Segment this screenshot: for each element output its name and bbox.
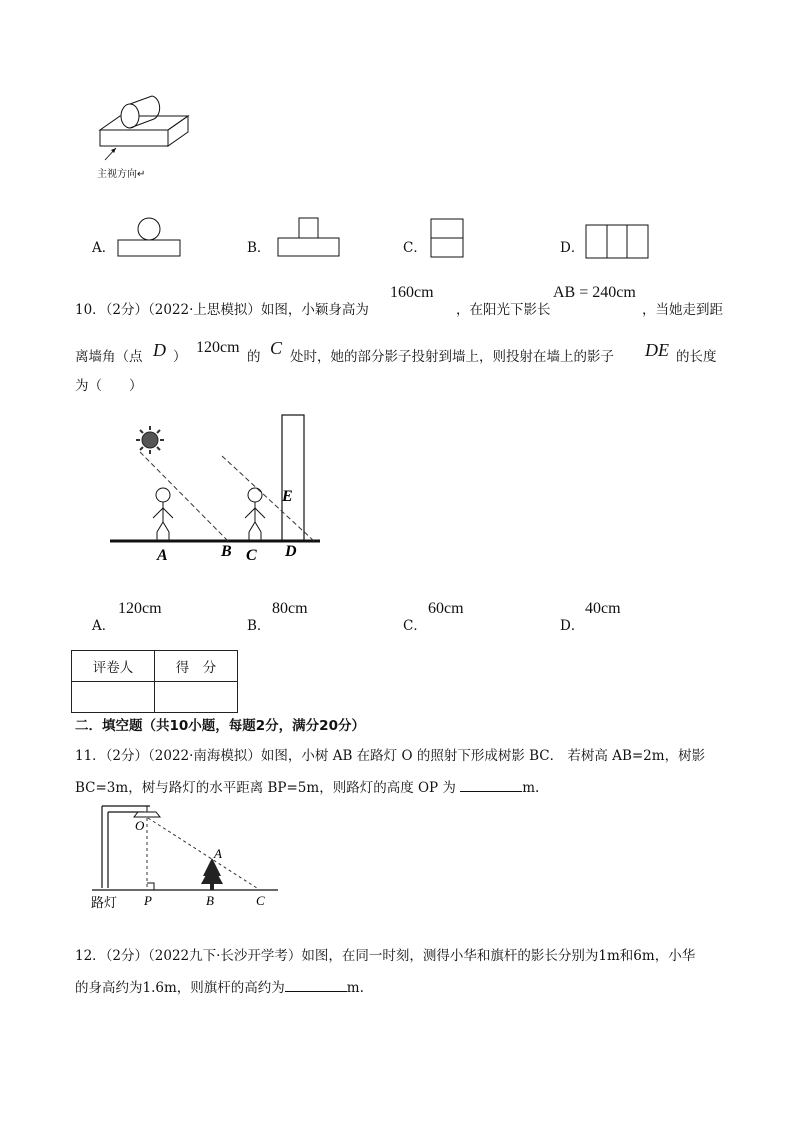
fig10-label-a: A <box>157 547 168 564</box>
q10-distance: 120cm <box>196 339 240 356</box>
score-table-score-header: 得 分 <box>155 651 238 682</box>
fig11-label-o: O <box>135 818 145 833</box>
section-2-title: 二．填空题（共10小题，每题2分，满分20分） <box>75 718 365 734</box>
q11-line2-pre: BC=3m，树与路灯的水平距离 BP=5m，则路灯的高度 OP 为 <box>75 780 461 796</box>
score-table-grader-header: 评卷人 <box>72 651 155 682</box>
q10-option-d-letter: D． <box>560 618 585 634</box>
fig10-label-d: D <box>285 543 297 560</box>
fig10-label-b: B <box>221 543 232 560</box>
q12-answer-blank[interactable] <box>285 979 347 992</box>
lamp-icon <box>134 812 160 817</box>
q11-streetlight-figure <box>88 798 288 910</box>
fig11-label-c: C <box>256 893 265 908</box>
sun-icon <box>136 426 164 454</box>
score-table-score-cell <box>155 682 238 713</box>
q12-line2 <box>75 976 364 996</box>
fig10-label-c: C <box>246 547 257 564</box>
q10-prefix: 10．（2分）（2022·上思模拟）如图，小颖身高为 <box>75 302 369 318</box>
q10-mid2: ，当她走到距 <box>642 302 723 318</box>
q11-line2-post: m. <box>522 780 540 796</box>
fig11-label-p: P <box>144 893 152 908</box>
q11-answer-blank[interactable] <box>460 779 522 792</box>
q9-option-d-label: D． <box>560 240 585 256</box>
q10-shadow-eq: AB = 240cm <box>553 284 636 301</box>
q10-option-d-value: 40cm <box>585 600 621 617</box>
q10-line2-a: 离墙角（点 <box>75 349 143 365</box>
q10-point-d: D <box>153 340 166 360</box>
q10-line2-c: 的 <box>247 349 261 365</box>
q9-option-d-figure <box>585 224 650 260</box>
score-table <box>71 650 238 713</box>
q10-line2-e: 的长度 <box>676 349 717 365</box>
fig11-label-a: A <box>214 846 222 861</box>
q10-shadow-figure <box>105 410 330 565</box>
q10-option-a-letter: A． <box>92 618 116 634</box>
q10-point-c: C <box>270 338 283 358</box>
q10-option-c-letter: C． <box>403 618 427 634</box>
q12-line1: 12．（2分）（2022九下·长沙开学考）如图，在同一时刻，测得小华和旗杆的影长分别为1m和6m，小华 <box>75 948 696 964</box>
q10-line3: 为（ ） <box>75 378 143 394</box>
q10-line2-b: ） <box>173 349 187 365</box>
q10-option-c-value: 60cm <box>428 600 464 617</box>
tree-icon <box>201 858 223 890</box>
q9-option-a-figure <box>117 216 182 258</box>
q10-line2-d: 处时，她的部分影子投射到墙上，则投射在墙上的影子 <box>290 349 614 365</box>
q12-line2-post: m. <box>346 980 364 996</box>
q10-option-a-value: 120cm <box>118 600 162 617</box>
q9-option-c-label: C． <box>403 240 427 256</box>
q11-line1: 11．（2分）（2022·南海模拟）如图，小树 AB 在路灯 O 的照射下形成树影 BC． 若树高 AB=2m，树影 <box>75 748 706 764</box>
q9-option-a-label: A． <box>92 240 116 256</box>
q9-option-c-figure <box>430 218 465 260</box>
q12-line2-pre: 的身高约为1.6m，则旗杆的高约为 <box>75 980 285 996</box>
fig11-label-lamp: 路灯 <box>91 895 118 910</box>
q9-option-b-label: B． <box>247 240 271 256</box>
q9-option-b-figure <box>277 216 342 258</box>
q11-line2 <box>75 776 539 796</box>
q10-segment-de: DE <box>645 340 669 360</box>
q10-height: 160cm <box>390 284 434 301</box>
fig11-label-b: B <box>206 893 214 908</box>
score-table-grader-cell <box>72 682 155 713</box>
q9-solid-figure <box>90 92 190 157</box>
q10-option-b-value: 80cm <box>272 600 308 617</box>
q10-mid1: ，在阳光下影长 <box>456 302 551 318</box>
view-direction-label: 主视方向↵ <box>97 169 146 180</box>
fig10-label-e: E <box>282 488 293 505</box>
q10-option-b-letter: B． <box>247 618 271 634</box>
